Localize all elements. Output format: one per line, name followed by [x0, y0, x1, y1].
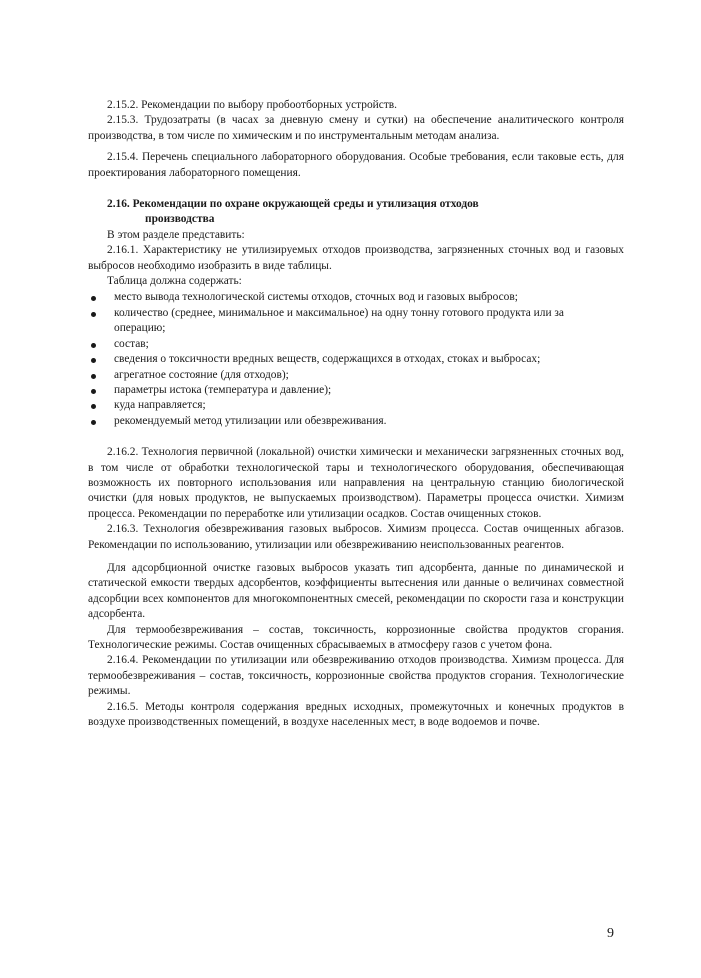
list-item: [88, 290, 588, 305]
list-item: [88, 383, 588, 398]
list-item-text: сведения о токсичности вредных веществ, содержащихся в отходах, стоках и выбросах;: [114, 353, 541, 366]
list-item: [88, 414, 588, 429]
list-item: [88, 306, 588, 337]
paragraph-adsorption: Для адсорбционной очистке газовых выбросов указать тип адсорбента, данные по динамической и статической емкости твердых адсорбентов, коэффициенты вытеснения или данные о величинах совместной адсорбции всех компонентов для многокомпонентных смесей, рекомендации по скорости газа и конструкции адсорбента.: [88, 561, 624, 621]
table-requirements-list: [88, 290, 624, 429]
bullet-icon: [91, 312, 96, 317]
section-intro: В этом разделе представить:: [107, 228, 245, 241]
table-requirements-label: Таблица должна содержать:: [107, 275, 242, 288]
bullet-icon: [91, 296, 96, 301]
bullet-icon: [91, 374, 96, 379]
bullet-icon: [91, 389, 96, 394]
list-item: [88, 368, 588, 383]
paragraph-2-16-5: 2.16.5. Методы контроля содержания вредных исходных, промежуточных и конечных продуктов в воздухе производственных помещений, в воздухе населенных мест, в воде водоемов и почве.: [88, 700, 624, 729]
page-number: 9: [607, 926, 614, 941]
paragraph-2-16-2: 2.16.2. Технология первичной (локальной) очистки химически и механически загрязненных сточных вод, в том числе от обработки технологической тары и технологического оборудования, обеспечивающая возможность их повторного использования или направления на центральную станцию биологической очистки (для новых продуктов, не выпускаемых производством). Параметры процесса очистки. Химизм процесса. Рекомендации по переработке или утилизации осадков. Состав очищенных стоков.: [88, 446, 624, 520]
list-item: [88, 398, 588, 413]
bullet-icon: [91, 404, 96, 409]
paragraph-2-15-3: 2.15.3. Трудозатраты (в часах за дневную смену и сутки) на обеспечение аналитического контроля производства, в том числе по химическим и по инструментальным методам анализа.: [88, 114, 624, 142]
list-item-text: куда направляется;: [114, 399, 206, 412]
paragraph-2-16-3: 2.16.3. Технология обезвреживания газовых выбросов. Химизм процесса. Состав очищенных абгазов. Рекомендации по использованию, утилизации или обезвреживанию неиспользованных реагентов.: [88, 523, 624, 551]
section-heading-2-16: [88, 197, 577, 228]
section-heading-line-1: 2.16. Рекомендации по охране окружающей среды и утилизация отходов: [107, 198, 479, 211]
page-body: [88, 98, 624, 730]
list-item-text: состав;: [114, 337, 149, 350]
bullet-icon: [91, 420, 96, 425]
paragraph-thermal: Для термообезвреживания – состав, токсичность, коррозионные свойства продуктов сгорания. Технологические режимы. Состав очищенных сбрасываемых в атмосферу газов с учетом фона.: [88, 623, 624, 651]
paragraph-2-16-1: 2.16.1. Характеристику не утилизируемых отходов производства, загрязненных сточных вод и газовых выбросов необходимо изобразить в виде таблицы.: [88, 244, 624, 272]
list-item-text: агрегатное состояние (для отходов);: [114, 368, 289, 381]
list-item-text: количество (среднее, минимальное и максимальное) на одну тонну готового продукта или за операцию;: [114, 306, 564, 335]
paragraph-2-15-2: 2.15.2. Рекомендации по выбору пробоотборных устройств.: [107, 99, 398, 111]
paragraph-2-16-4: 2.16.4. Рекомендации по утилизации или обезвреживанию отходов производства. Химизм процесса. Для термообезвреживания – состав, токсичность, коррозионные свойства продуктов сгорания. Технологические режимы.: [88, 654, 624, 698]
list-item-text: параметры истока (температура и давление);: [114, 383, 332, 396]
paragraph-2-15-4: 2.15.4. Перечень специального лабораторного оборудования. Особые требования, если таковые есть, для проектирования лабораторного помещения.: [88, 151, 624, 179]
list-item: [88, 337, 588, 352]
bullet-icon: [91, 358, 96, 363]
section-heading-line-2: производства: [145, 213, 215, 226]
bullet-icon: [91, 343, 96, 348]
list-item-text: рекомендуемый метод утилизации или обезвреживания.: [114, 414, 387, 427]
list-item-text: место вывода технологической системы отходов, сточных вод и газовых выбросов;: [114, 291, 518, 304]
list-item: [88, 352, 588, 367]
